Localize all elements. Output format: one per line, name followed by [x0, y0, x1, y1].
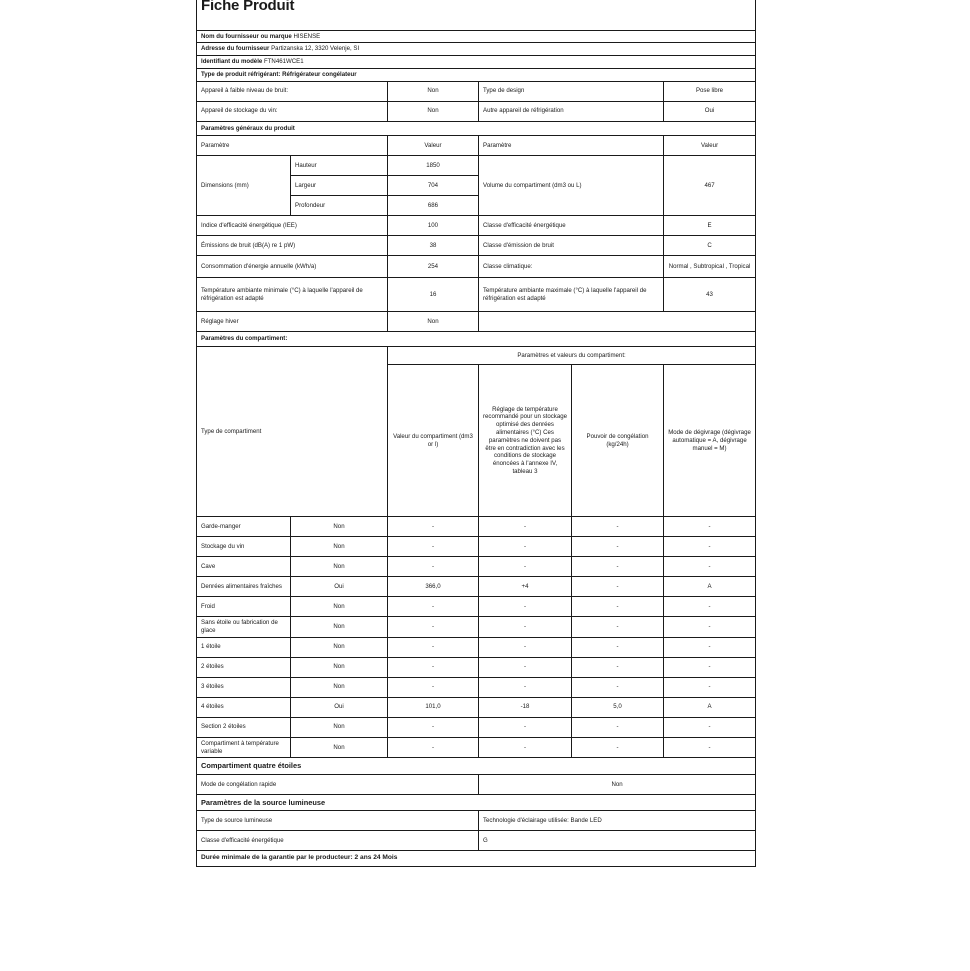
table-row	[197, 697, 756, 717]
consumption-label: Consommation d'énergie annuelle (kWh/a)	[197, 256, 388, 278]
supplier-name-label: Nom du fournisseur ou marque	[201, 32, 292, 40]
warranty-text: Durée minimale de la garantie par le producteur: 2 ans 24 Mois	[197, 851, 756, 866]
volume-label: Volume du compartiment (dm3 ou L)	[479, 156, 664, 216]
product-fiche-sheet	[196, 0, 755, 867]
low-noise-label: Appareil à faible niveau de bruit:	[197, 81, 388, 101]
low-noise-row	[197, 81, 756, 101]
model-label: Identifiant du modèle	[201, 58, 263, 66]
consumption-row	[197, 256, 756, 278]
model-row	[197, 56, 756, 69]
table-row	[197, 657, 756, 677]
compartment-temp: -18	[479, 697, 572, 717]
temp-max-value: 43	[664, 278, 756, 312]
warranty-row	[197, 851, 756, 866]
table-row	[197, 617, 756, 638]
light-type-value: Technologie d'éclairage utilisée: Bande LED	[479, 811, 756, 831]
supplier-address-label: Adresse du fournisseur	[201, 45, 270, 53]
compartment-freeze: -	[572, 617, 664, 638]
light-type-label: Type de source lumineuse	[197, 811, 479, 831]
compartment-defrost: -	[664, 657, 756, 677]
wine-storage-label: Appareil de stockage du vin:	[197, 101, 388, 121]
volume-value: 467	[664, 156, 756, 216]
table-row	[197, 637, 756, 657]
compartment-type: 4 étoiles	[197, 697, 291, 717]
compartment-freeze: -	[572, 577, 664, 597]
noise-class-label: Classe d'émission de bruit	[479, 236, 664, 256]
compartment-freeze: 5,0	[572, 697, 664, 717]
compartment-freeze: -	[572, 517, 664, 537]
compartment-type: Garde-manger	[197, 517, 291, 537]
noise-label: Émissions de bruit (dB(A) re 1 pW)	[197, 236, 388, 256]
compartment-type: 1 étoile	[197, 637, 291, 657]
eei-row	[197, 216, 756, 236]
general-header-param-right: Paramètre	[479, 136, 664, 156]
compartment-volume: -	[388, 517, 479, 537]
compartment-present: Non	[291, 677, 388, 697]
general-section-title: Paramètres généraux du produit	[197, 121, 756, 136]
compartment-volume: -	[388, 557, 479, 577]
compartment-col-type: Type de compartiment	[197, 347, 388, 517]
page-title: Fiche Produit	[201, 0, 295, 15]
climate-class-value: Normal , Subtropical , Tropical	[664, 256, 756, 278]
table-row	[197, 557, 756, 577]
compartment-type: Froid	[197, 597, 291, 617]
compartment-present: Non	[291, 737, 388, 758]
compartment-present: Non	[291, 637, 388, 657]
table-row	[197, 597, 756, 617]
supplier-name-value: HISENSE	[293, 32, 321, 40]
compartment-defrost: A	[664, 577, 756, 597]
compartment-temp: -	[479, 517, 572, 537]
compartment-spanning-header: Paramètres et valeurs du compartiment:	[388, 347, 756, 365]
compartment-volume: 366,0	[388, 577, 479, 597]
compartment-volume: -	[388, 597, 479, 617]
compartment-present: Non	[291, 517, 388, 537]
compartment-type: 3 étoiles	[197, 677, 291, 697]
product-type-row	[197, 68, 756, 81]
compartment-temp: -	[479, 537, 572, 557]
width-label: Largeur	[291, 176, 388, 196]
compartment-temp: -	[479, 557, 572, 577]
wine-storage-value: Non	[388, 101, 479, 121]
table-row	[197, 537, 756, 557]
table-row	[197, 677, 756, 697]
compartment-type: Compartiment à température variable	[197, 737, 291, 758]
compartment-freeze: -	[572, 537, 664, 557]
compartment-defrost: A	[664, 697, 756, 717]
light-source-section-row	[197, 794, 756, 810]
compartment-temp: -	[479, 677, 572, 697]
table-row	[197, 517, 756, 537]
compartment-col-temp: Réglage de température recommandé pour un stockage optimisé des denrées alimentaires (°C) Ces paramètres ne doivent pas être en contradiction avec les conditions de stockage énoncées à l'annexe IV, tableau 3	[479, 365, 572, 517]
compartment-section-row	[197, 332, 756, 347]
fast-freeze-label: Mode de congélation rapide	[197, 774, 479, 794]
compartment-present: Non	[291, 597, 388, 617]
light-class-row	[197, 831, 756, 851]
compartment-col-freeze: Pouvoir de congélation (kg/24h)	[572, 365, 664, 517]
general-header-value-right: Valeur	[664, 136, 756, 156]
title-row	[197, 0, 756, 30]
table-row	[197, 737, 756, 758]
noise-class-value: C	[664, 236, 756, 256]
height-value: 1850	[388, 156, 479, 176]
compartment-freeze: -	[572, 717, 664, 737]
other-refrigeration-value: Oui	[664, 101, 756, 121]
fiche-table	[196, 0, 756, 867]
compartment-present: Non	[291, 557, 388, 577]
winter-label: Réglage hiver	[197, 312, 388, 332]
supplier-address-row	[197, 43, 756, 56]
noise-value: 38	[388, 236, 479, 256]
compartment-temp: -	[479, 617, 572, 638]
wine-storage-row	[197, 101, 756, 121]
compartment-section-title: Paramètres du compartiment:	[197, 332, 756, 347]
compartment-defrost: -	[664, 617, 756, 638]
product-type-cell: Type de produit réfrigérant: Réfrigérateur congélateur	[197, 68, 756, 81]
compartment-temp: -	[479, 637, 572, 657]
compartment-type: Sans étoile ou fabrication de glace	[197, 617, 291, 638]
compartment-defrost: -	[664, 737, 756, 758]
dimensions-height-row	[197, 156, 756, 176]
compartment-col-value: Valeur du compartiment (dm3 or l)	[388, 365, 479, 517]
compartment-type: Cave	[197, 557, 291, 577]
light-class-label: Classe d'efficacité énergétique	[197, 831, 479, 851]
compartment-type: Stockage du vin	[197, 537, 291, 557]
compartment-temp: +4	[479, 577, 572, 597]
light-class-value: G	[479, 831, 756, 851]
compartment-present: Oui	[291, 577, 388, 597]
compartment-freeze: -	[572, 637, 664, 657]
four-star-section-title: Compartiment quatre étoiles	[197, 758, 756, 774]
compartment-freeze: -	[572, 557, 664, 577]
temp-max-label: Température ambiante maximale (°C) à laquelle l'appareil de réfrigération est adapté	[479, 278, 664, 312]
compartment-col-defrost: Mode de dégivrage (dégivrage automatique = A, dégivrage manuel = M)	[664, 365, 756, 517]
compartment-defrost: -	[664, 557, 756, 577]
compartment-present: Non	[291, 617, 388, 638]
compartment-freeze: -	[572, 657, 664, 677]
title-cell	[197, 0, 756, 30]
low-noise-value: Non	[388, 81, 479, 101]
general-header-row	[197, 136, 756, 156]
compartment-defrost: -	[664, 717, 756, 737]
energy-class-value: E	[664, 216, 756, 236]
climate-class-label: Classe climatique:	[479, 256, 664, 278]
general-header-param-left: Paramètre	[197, 136, 388, 156]
compartment-volume: -	[388, 737, 479, 758]
compartment-volume: -	[388, 617, 479, 638]
depth-label: Profondeur	[291, 196, 388, 216]
general-header-value-left: Valeur	[388, 136, 479, 156]
supplier-address-value: Partizanska 12, 3320 Velenje, SI	[271, 45, 360, 53]
width-value: 704	[388, 176, 479, 196]
compartment-type: Denrées alimentaires fraîches	[197, 577, 291, 597]
design-type-value: Pose libre	[664, 81, 756, 101]
fast-freeze-value: Non	[479, 774, 756, 794]
compartment-volume: -	[388, 657, 479, 677]
light-source-section-title: Paramètres de la source lumineuse	[197, 794, 756, 810]
winter-value: Non	[388, 312, 479, 332]
compartment-volume: -	[388, 717, 479, 737]
eei-label: Indice d'efficacité énergétique (IEE)	[197, 216, 388, 236]
compartment-present: Non	[291, 717, 388, 737]
fast-freeze-row	[197, 774, 756, 794]
compartment-volume: 101,0	[388, 697, 479, 717]
other-refrigeration-label: Autre appareil de réfrigération	[479, 101, 664, 121]
compartment-defrost: -	[664, 597, 756, 617]
temp-min-value: 16	[388, 278, 479, 312]
compartment-defrost: -	[664, 517, 756, 537]
consumption-value: 254	[388, 256, 479, 278]
energy-class-label: Classe d'efficacité énergétique	[479, 216, 664, 236]
compartment-type: Section 2 étoiles	[197, 717, 291, 737]
four-star-section-row	[197, 758, 756, 774]
winter-setting-row	[197, 312, 756, 332]
compartment-type: 2 étoiles	[197, 657, 291, 677]
compartment-defrost: -	[664, 637, 756, 657]
compartment-temp: -	[479, 657, 572, 677]
depth-value: 686	[388, 196, 479, 216]
compartment-volume: -	[388, 637, 479, 657]
compartment-present: Non	[291, 657, 388, 677]
compartment-spanning-header-row	[197, 347, 756, 365]
compartment-freeze: -	[572, 737, 664, 758]
height-label: Hauteur	[291, 156, 388, 176]
compartment-volume: -	[388, 677, 479, 697]
light-type-row	[197, 811, 756, 831]
supplier-address-cell	[197, 43, 756, 56]
compartment-defrost: -	[664, 677, 756, 697]
general-section-row	[197, 121, 756, 136]
temp-min-label: Température ambiante minimale (°C) à laquelle l'appareil de réfrigération est adapté	[197, 278, 388, 312]
supplier-name-row	[197, 30, 756, 43]
supplier-name-cell	[197, 30, 756, 43]
table-row	[197, 577, 756, 597]
design-type-label: Type de design	[479, 81, 664, 101]
eei-value: 100	[388, 216, 479, 236]
dimensions-label: Dimensions (mm)	[197, 156, 291, 216]
compartment-rows-body	[197, 517, 756, 758]
noise-row	[197, 236, 756, 256]
compartment-present: Oui	[291, 697, 388, 717]
model-cell	[197, 56, 756, 69]
compartment-temp: -	[479, 717, 572, 737]
ambient-temperature-row	[197, 278, 756, 312]
compartment-freeze: -	[572, 597, 664, 617]
model-value: FTN461WCE1	[263, 58, 304, 66]
table-row	[197, 717, 756, 737]
compartment-temp: -	[479, 737, 572, 758]
winter-empty-cell	[479, 312, 756, 332]
compartment-present: Non	[291, 537, 388, 557]
compartment-volume: -	[388, 537, 479, 557]
compartment-temp: -	[479, 597, 572, 617]
compartment-freeze: -	[572, 677, 664, 697]
compartment-defrost: -	[664, 537, 756, 557]
